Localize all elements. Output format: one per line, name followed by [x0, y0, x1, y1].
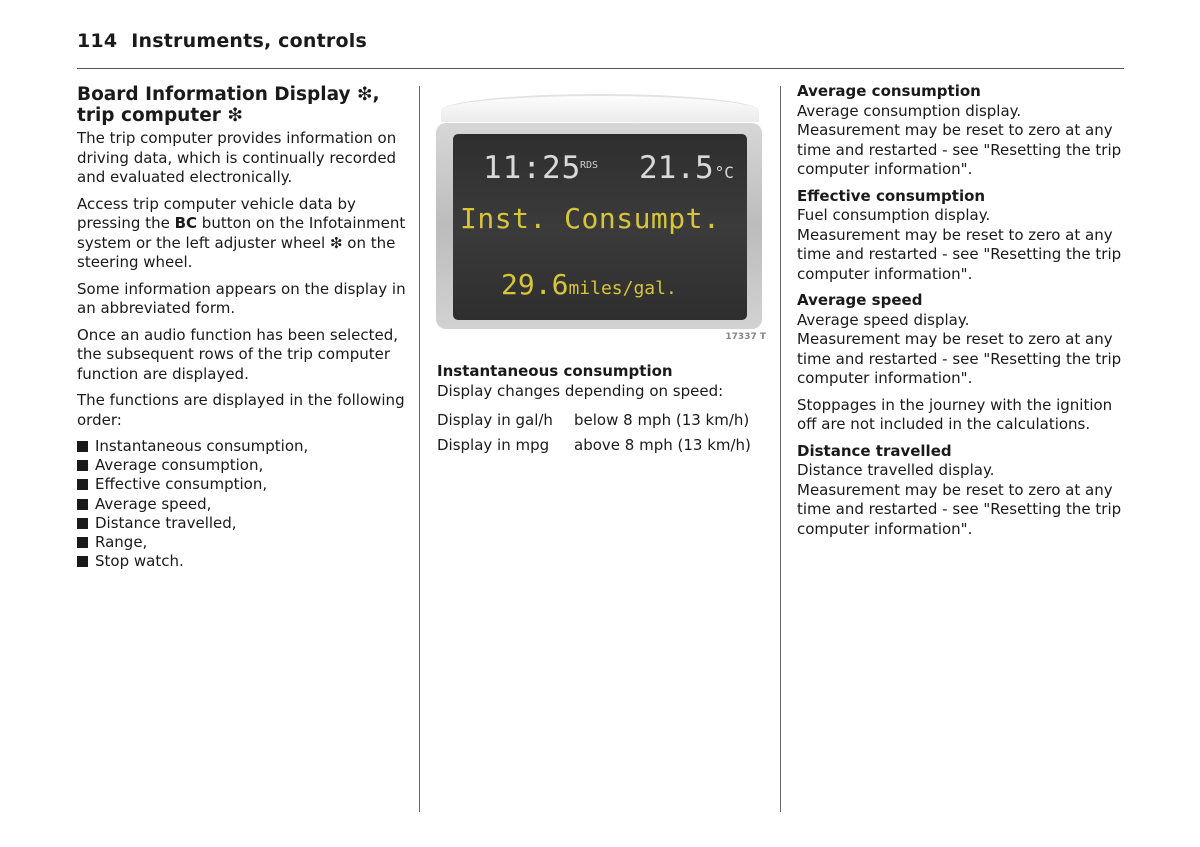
abbrev-paragraph: Some information appears on the display in an abbreviated form. [77, 279, 406, 317]
bullet-icon [77, 460, 88, 471]
list-item: Stop watch. [77, 552, 407, 571]
distance-reset: Measurement may be reset to zero at any time and restarted - see "Resetting the trip computer information". [797, 480, 1122, 538]
instantaneous-heading: Instantaneous consumption [437, 362, 673, 380]
table-row: Display in mpg above 8 mph (13 km/h) [437, 435, 751, 454]
instantaneous-text: Display changes depending on speed: [437, 381, 724, 400]
bullet-icon [77, 518, 88, 529]
display-illustration [436, 86, 766, 348]
avg-consumption-text: Average consumption display. [797, 101, 1022, 120]
bullet-icon [77, 441, 88, 452]
avg-consumption-reset: Measurement may be reset to zero at any time and restarted - see "Resetting the trip computer information". [797, 121, 1122, 178]
left-column [77, 84, 407, 571]
table-row: Display in gal/h below 8 mph (13 km/h) [437, 411, 750, 429]
function-list [77, 437, 407, 571]
speed-table [437, 411, 751, 460]
temperature-readout: 21.5°C [639, 150, 734, 186]
right-column [797, 82, 1125, 546]
column-divider-1 [419, 86, 420, 812]
middle-column [437, 362, 767, 460]
figure-number: 17337 T [725, 332, 766, 342]
clock-readout: 11:25 [483, 150, 582, 186]
list-item: Distance travelled, [77, 514, 407, 533]
page-number: 114 [77, 30, 118, 52]
list-item: Range, [77, 533, 407, 552]
bullet-icon [77, 537, 88, 548]
order-paragraph: The functions are displayed in the following order: [77, 391, 405, 429]
avg-speed-text: Average speed display. [797, 310, 970, 329]
list-item: Average consumption, [77, 456, 407, 475]
distance-heading: Distance travelled [797, 441, 952, 460]
display-screen [453, 134, 747, 320]
distance-text: Distance travelled display. [797, 461, 995, 479]
rds-icon: RDS [580, 160, 599, 171]
column-divider-2 [780, 86, 781, 812]
effective-consumption-text: Fuel consumption display. [797, 206, 991, 224]
function-name-readout: Inst. Consumpt. [460, 202, 721, 235]
intro-paragraph: The trip computer provides information on driving data, which is continually recorded and evaluated electronically. [77, 129, 397, 186]
audio-paragraph: Once an audio function has been selected, the subsequent rows of the trip computer function are displayed. [77, 325, 399, 383]
effective-consumption-heading: Effective consumption [797, 186, 986, 205]
consumption-readout: 29.6miles/gal. [501, 268, 677, 301]
section-heading: Board Information Display ❇, trip computer ❇ [77, 84, 380, 126]
bullet-icon [77, 499, 88, 510]
avg-speed-reset: Measurement may be reset to zero at any time and restarted - see "Resetting the trip computer information". [797, 330, 1122, 387]
list-item: Instantaneous consumption, [77, 437, 407, 456]
page-header [77, 30, 367, 52]
display-glare [441, 94, 759, 122]
avg-consumption-heading: Average consumption [797, 82, 981, 100]
avg-speed-heading: Average speed [797, 291, 923, 309]
access-paragraph: Access trip computer vehicle data by pressing the BC button on the Infotainment system or the left adjuster wheel ❇ on the steering wheel. [77, 194, 406, 271]
stoppages-paragraph: Stoppages in the journey with the ignition off are not included in the calculations. [797, 395, 1113, 433]
list-item: Average speed, [77, 495, 407, 514]
bullet-icon [77, 479, 88, 490]
bullet-icon [77, 556, 88, 567]
header-rule [77, 68, 1124, 69]
bc-button-label: BC [174, 214, 198, 232]
section-title: Instruments, controls [131, 30, 367, 52]
list-item: Effective consumption, [77, 475, 407, 494]
effective-consumption-reset: Measurement may be reset to zero at any time and restarted - see "Resetting the trip computer information". [797, 225, 1122, 283]
